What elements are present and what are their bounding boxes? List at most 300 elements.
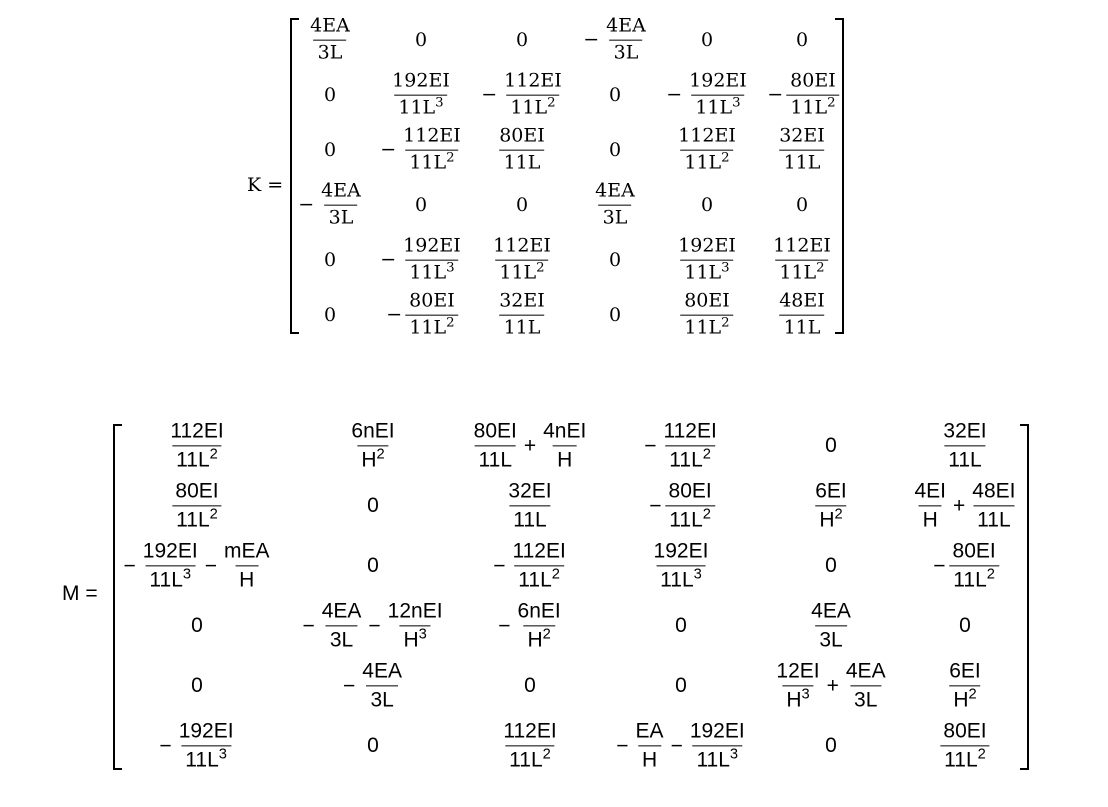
numerator: 112EI: [663, 419, 717, 443]
operator-sign: −: [343, 674, 356, 697]
fraction: [602, 16, 650, 65]
exponent: 3: [729, 746, 739, 763]
matrix-cell: [470, 419, 591, 472]
numerator: 4EA: [362, 659, 402, 683]
fraction: [772, 659, 823, 712]
numerator: 80EI: [952, 539, 996, 563]
fraction: [139, 539, 202, 592]
matrix-cell: [591, 181, 639, 230]
numerator: 12EI: [776, 659, 820, 683]
denominator-base: 11L: [695, 96, 733, 119]
operator-sign: −: [670, 734, 683, 757]
operator-sign: −: [616, 734, 629, 757]
matrix-entry: 0: [524, 674, 536, 697]
denominator: [850, 686, 881, 713]
matrix-entry: 0: [608, 139, 622, 161]
operator-sign: −: [204, 554, 217, 577]
exponent: 2: [977, 746, 986, 763]
numerator: 192EI: [689, 719, 745, 743]
denominator-base: H: [922, 508, 938, 532]
fraction: [786, 71, 840, 120]
operator-sign: −: [302, 614, 315, 637]
matrix-cell: [796, 29, 808, 51]
fraction: [500, 71, 566, 120]
denominator-base: H: [953, 688, 969, 712]
denominator-base: 11L: [409, 151, 447, 174]
matrix-cell: [650, 539, 713, 592]
fraction-term: [299, 599, 365, 652]
matrix-cell: [324, 304, 336, 326]
denominator: [691, 95, 744, 120]
matrix-entry: 0: [959, 614, 971, 637]
denominator: [172, 446, 222, 473]
denominator-base: 11L: [696, 748, 730, 772]
denominator: [475, 446, 516, 473]
matrix-cell: [499, 719, 560, 772]
fraction-term: [499, 719, 560, 772]
operator-sign: −: [380, 139, 397, 161]
numerator: 4EA: [606, 14, 646, 37]
denominator: [357, 446, 388, 473]
denominator-base: 11L: [790, 96, 828, 119]
fraction-term: [807, 599, 855, 652]
fraction: [945, 659, 985, 712]
fraction: [949, 539, 1000, 592]
fraction: [317, 181, 365, 230]
exponent: 2: [702, 446, 711, 463]
numerator: 112EI: [170, 419, 224, 443]
fraction-term: [171, 479, 222, 532]
numerator: 112EI: [512, 539, 566, 563]
matrix-cell: [764, 71, 839, 120]
matrix-entry: 0: [675, 674, 687, 697]
numerator: 4EA: [321, 179, 361, 202]
denominator: [919, 506, 942, 533]
exponent: 3: [418, 626, 427, 643]
denominator-base: 11L: [518, 568, 552, 592]
numerator: 192EI: [142, 539, 198, 563]
fraction: [347, 419, 398, 472]
fraction-term: [911, 479, 951, 532]
exponent: 3: [693, 566, 702, 583]
matrix-cell: [609, 304, 621, 326]
fraction-term: [680, 291, 734, 340]
fraction-term: [775, 126, 829, 175]
denominator: [314, 40, 347, 65]
denominator: [940, 746, 990, 773]
fraction-term: [490, 539, 570, 592]
matrix-cell: [769, 236, 835, 285]
numerator: EA: [635, 719, 664, 743]
denominator-base: 11L: [977, 508, 1011, 532]
denominator-base: 11L: [509, 748, 543, 772]
fraction-term: [769, 236, 835, 285]
matrix-entry: 0: [825, 734, 837, 757]
matrix-cell: [680, 291, 734, 340]
operator-sign: +: [826, 674, 839, 697]
denominator-base: 3L: [328, 206, 354, 229]
denominator-base: 11L: [398, 96, 436, 119]
denominator-base: 3L: [854, 688, 878, 712]
exponent: 2: [834, 506, 843, 523]
fraction: [306, 16, 354, 65]
denominator-base: 11L: [510, 96, 548, 119]
exponent: 2: [702, 506, 711, 523]
matrix-cell: [324, 139, 336, 161]
operator-sign: −: [583, 29, 600, 51]
numerator: mEA: [223, 539, 270, 563]
matrix-cell: [415, 29, 427, 51]
operator-sign: +: [523, 434, 537, 457]
matrix-entry: 0: [367, 554, 379, 577]
matrix-entry: 0: [700, 29, 714, 51]
denominator-base: 11L: [948, 448, 982, 472]
numerator: 48EI: [779, 289, 825, 312]
denominator: [366, 686, 397, 713]
denominator: [495, 260, 548, 285]
denominator-base: 11L: [684, 151, 722, 174]
fraction-term: [641, 419, 721, 472]
denominator: [500, 315, 545, 340]
matrix-cell: [663, 71, 751, 120]
fraction-term: [156, 719, 237, 772]
fraction: [399, 236, 465, 285]
matrix-cell: [516, 194, 528, 216]
matrix-cell: [609, 84, 621, 106]
denominator-base: 11L: [660, 568, 694, 592]
denominator-base: 11L: [783, 151, 821, 174]
numerator: 4EA: [845, 659, 886, 683]
matrix-entry: 0: [515, 29, 529, 51]
fraction-term: [772, 659, 823, 712]
denominator: [780, 150, 825, 175]
numerator: 4EA: [811, 599, 851, 623]
matrix-cell: [340, 659, 406, 712]
matrix-cell: [347, 419, 398, 472]
fraction-term: [521, 419, 590, 472]
denominator: [145, 566, 195, 593]
exponent: 2: [542, 746, 551, 763]
denominator-base: H: [239, 568, 255, 592]
numerator: 80EI: [499, 124, 545, 147]
matrix-cell: [939, 419, 990, 472]
matrix-cell: [478, 71, 566, 120]
matrix-cell: [609, 139, 621, 161]
matrix-cell: [807, 599, 855, 652]
denominator: [172, 506, 222, 533]
denominator-base: H: [641, 748, 658, 772]
fraction: [405, 291, 459, 340]
fraction: [166, 419, 227, 472]
matrix-cell: [701, 29, 713, 51]
denominator: [680, 260, 733, 285]
denominator: [523, 626, 554, 653]
fraction: [911, 479, 951, 532]
denominator: [610, 40, 643, 65]
matrix-cell: [495, 599, 564, 652]
fraction: [384, 599, 447, 652]
fraction: [171, 479, 222, 532]
numerator: 112EI: [773, 234, 831, 257]
denominator: [944, 446, 985, 473]
matrix-cell: [490, 539, 570, 592]
numerator: 80EI: [684, 289, 730, 312]
fraction-term: [121, 539, 202, 592]
matrix-cell: [388, 71, 454, 120]
denominator: [780, 315, 825, 340]
denominator-base: 3L: [329, 628, 354, 652]
denominator-base: 11L: [953, 568, 987, 592]
matrix-cell: [495, 291, 549, 340]
matrix-entry: 0: [414, 194, 428, 216]
left-bracket: [113, 424, 122, 770]
operator-sign: −: [298, 194, 315, 216]
denominator-base: 11L: [499, 261, 537, 284]
numerator: 6EI: [815, 479, 847, 503]
fraction: [680, 291, 734, 340]
denominator: [665, 446, 715, 473]
numerator: 192EI: [392, 69, 450, 92]
denominator-base: 11L: [669, 508, 703, 532]
denominator-base: 11L: [503, 316, 541, 339]
numerator: 192EI: [403, 234, 461, 257]
fraction: [659, 419, 720, 472]
denominator: [505, 746, 555, 773]
fraction-term: [930, 539, 999, 592]
denominator: [949, 566, 999, 593]
matrix-entry: 0: [608, 249, 622, 271]
fraction: [685, 71, 751, 120]
fraction: [499, 719, 560, 772]
matrix-cell: [367, 494, 379, 518]
denominator: [680, 315, 733, 340]
fraction: [489, 236, 555, 285]
numerator: 80EI: [668, 479, 712, 503]
denominator-base: 11L: [783, 316, 821, 339]
fraction-term: [613, 719, 667, 772]
numerator: 32EI: [943, 419, 987, 443]
operator-sign: −: [380, 249, 397, 271]
denominator: [949, 686, 980, 713]
fraction-term: [811, 479, 851, 532]
matrix-entry: 0: [191, 674, 203, 697]
denominator: [394, 95, 447, 120]
fraction-term: [663, 71, 751, 120]
fraction: [514, 599, 565, 652]
operator-sign: −: [767, 84, 784, 106]
operator-sign: −: [644, 434, 657, 457]
numerator: 80EI: [175, 479, 219, 503]
operator-sign: +: [953, 494, 966, 517]
matrix-cell: [775, 126, 829, 175]
denominator-base: H: [786, 688, 802, 712]
denominator: [815, 506, 846, 533]
denominator: [656, 566, 706, 593]
matrix-cell: [324, 249, 336, 271]
denominator-base: 11L: [779, 261, 817, 284]
fraction: [769, 236, 835, 285]
denominator-base: 3L: [613, 41, 639, 64]
matrix-cell: [516, 29, 528, 51]
fraction: [175, 719, 238, 772]
denominator-base: 3L: [602, 206, 628, 229]
exponent: 2: [827, 95, 836, 111]
fraction: [358, 659, 406, 712]
denominator-base: 11L: [513, 508, 547, 532]
fraction-term: [495, 599, 564, 652]
numerator: 4EA: [310, 14, 350, 37]
fraction-term: [340, 659, 406, 712]
fraction: [650, 539, 713, 592]
denominator: [665, 506, 715, 533]
denominator-base: 11L: [669, 448, 703, 472]
fraction-term: [939, 719, 990, 772]
matrix-entry: 0: [323, 304, 337, 326]
operator-sign: −: [123, 554, 136, 577]
denominator-base: 11L: [176, 448, 210, 472]
fraction-term: [775, 291, 829, 340]
left-bracket: [290, 18, 299, 334]
matrix-cell: [775, 291, 829, 340]
matrix-cell: [324, 84, 336, 106]
fraction: [842, 659, 890, 712]
denominator: [782, 686, 813, 713]
operator-sign: −: [933, 554, 946, 577]
fraction-term: [950, 479, 1019, 532]
operator-sign: −: [493, 554, 506, 577]
fraction-term: [295, 181, 365, 230]
numerator: 112EI: [403, 124, 461, 147]
exponent: 2: [209, 446, 218, 463]
numerator: 4EA: [595, 179, 635, 202]
fraction-term: [591, 181, 639, 230]
matrix-cell: [367, 734, 379, 758]
fraction-term: [377, 126, 465, 175]
denominator-base: 11L: [478, 448, 513, 472]
fraction: [665, 479, 716, 532]
matrix-cell: [377, 236, 465, 285]
fraction-term: [202, 539, 274, 592]
numerator: 80EI: [790, 69, 836, 92]
right-bracket: [1020, 424, 1029, 770]
numerator: 32EI: [508, 479, 552, 503]
matrix-cell: [945, 659, 985, 712]
matrix-cell: [930, 539, 999, 592]
fraction-term: [580, 16, 650, 65]
matrix-cell: [191, 674, 203, 698]
matrix-entry: 0: [515, 194, 529, 216]
fraction: [632, 719, 668, 772]
numerator: 4EI: [914, 479, 947, 503]
fraction: [591, 181, 639, 230]
fraction-term: [674, 236, 740, 285]
fraction-term: [650, 539, 713, 592]
denominator: [599, 205, 632, 230]
matrix-entry: 0: [323, 139, 337, 161]
matrix-entry: 0: [414, 29, 428, 51]
operator-sign: −: [368, 614, 381, 637]
denominator-base: 3L: [317, 41, 343, 64]
numerator: 6EI: [949, 659, 981, 683]
denominator-base: 11L: [684, 316, 722, 339]
fraction: [686, 719, 749, 772]
denominator: [506, 95, 559, 120]
fraction: [939, 419, 990, 472]
fraction-term: [478, 71, 566, 120]
matrix-cell: [489, 236, 555, 285]
fraction-term: [824, 659, 890, 712]
matrix-cell: [674, 126, 740, 175]
right-bracket: [835, 18, 844, 334]
matrix-cell: [121, 539, 274, 592]
matrix-entry: 0: [323, 249, 337, 271]
numerator: 112EI: [493, 234, 551, 257]
numerator: 192EI: [689, 69, 747, 92]
fraction-term: [365, 599, 446, 652]
fraction: [807, 599, 855, 652]
numerator: 80EI: [409, 289, 455, 312]
fraction-term: [347, 419, 398, 472]
fraction: [674, 236, 740, 285]
exponent: 2: [721, 315, 730, 331]
matrix-cell: [377, 126, 465, 175]
matrix-cell: [701, 194, 713, 216]
matrix-entry: 0: [367, 494, 379, 517]
exponent: 2: [968, 686, 977, 703]
denominator: [325, 205, 358, 230]
denominator: [405, 150, 458, 175]
matrix-cell: [959, 614, 971, 638]
denominator-base: 11L: [503, 151, 541, 174]
operator-sign: −: [649, 494, 662, 517]
denominator-base: H: [361, 448, 377, 472]
matrix-cell: [911, 479, 1020, 532]
matrix-entry: 0: [825, 554, 837, 577]
fraction-term: [646, 479, 715, 532]
exponent: 3: [182, 566, 192, 583]
fraction-term: [383, 291, 458, 340]
fraction-term: [388, 71, 454, 120]
numerator: 32EI: [779, 124, 825, 147]
matrix-cell: [415, 194, 427, 216]
exponent: 2: [551, 566, 560, 583]
denominator: [680, 150, 733, 175]
exponent: 2: [446, 315, 455, 331]
matrix-cell: [299, 599, 446, 652]
denominator: [973, 506, 1014, 533]
denominator-base: 11L: [409, 261, 447, 284]
denominator-base: 3L: [370, 688, 394, 712]
operator-sign: −: [159, 734, 172, 757]
exponent: 2: [209, 506, 218, 523]
stiffness-matrix-k-equation: [0, 14, 900, 339]
fraction-term: [470, 419, 521, 472]
denominator: [638, 746, 661, 773]
denominator-base: H: [403, 628, 419, 652]
denominator-base: 11L: [409, 316, 447, 339]
numerator: 4EA: [321, 599, 362, 623]
matrix-cell: [580, 16, 650, 65]
operator-sign: −: [481, 84, 498, 106]
fraction: [470, 419, 521, 472]
numerator: 80EI: [473, 419, 517, 443]
fraction-term: [166, 419, 227, 472]
matrix-cell: [166, 419, 227, 472]
operator-sign: −: [386, 304, 403, 326]
fraction: [399, 126, 465, 175]
numerator: 80EI: [943, 719, 987, 743]
numerator: 6nEI: [517, 599, 561, 623]
